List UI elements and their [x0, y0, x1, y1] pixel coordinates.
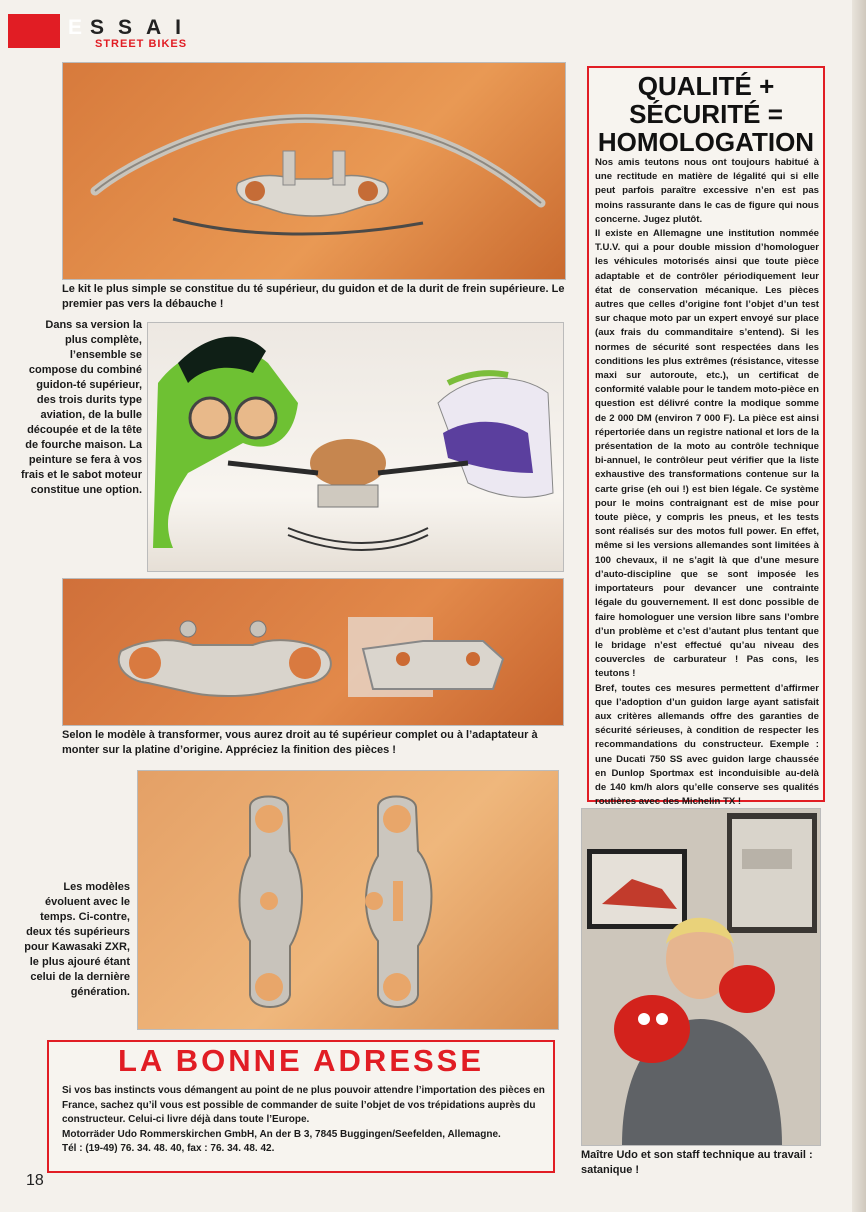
header-subtitle: STREET BIKES: [95, 38, 188, 50]
photo-handlebar-kit: [62, 62, 566, 280]
sidebar-paragraph: Il existe en Allemagne une institution nommée T.U.V. qui a pour double mission d’homologuer les véhicules motorisés ainsi que toute pièce adaptable et de contrôler périodiquement leur état de conservation mécanique. Les pièces autres que celles d’origine font l’objet d’un test sur chaque moto par un expert envoyé sur place (aux frais du commanditaire s’entend). Si les normes de sécurité sont respectées dans les conditions les plus extrêmes (résistance, vitesse maxi sur autoroute, etc.), un certificat de conformité valable pour le tandem moto-pièce en question est délivré contre la modique somme de 2 000 DM (environ 7 000 F). La pièce est ainsi répertoriée dans un registre national et lors de la présentation de la moto au contrôle technique bi-annuel, le contrôleur peut vérifier que la liste exhaustive des transformations contenue sur la carte grise (eh oui !) est bien légale. Ce système pour le moins contraignant est de mise pour toute pièce, y compris les pneus, et les tests sont réalisés sur des motos full power. En effet, même si les versions allemandes sont limitées à 100 chevaux, il ne s’agit là que d’une mesure d’auto-discipline que se sont imposée les importateurs pour devancer une contrainte légale du gouvernement. Il est donc possible de faire homologuer une version libre sans l’ombre d’un problème et c’est d’autant plus tentant que le bridage n’est effectué qu’au niveau des couvercles de carburateur ! Pas cons, les teutons !: [595, 228, 819, 680]
photo-complete-kit: [147, 322, 564, 572]
caption-models: Selon le modèle à transformer, vous aurez droit au té supérieur complet ou à l’adaptateur à monter sur la platine d’origine. Appréciez la finition des pièces !: [62, 729, 538, 756]
sidebar-title-line: QUALITÉ +: [637, 71, 775, 101]
address-line-1: Motorräder Udo Rommerskirchen GmbH, An der B 3, 7845 Buggingen/Seefelden, Allemagne.: [62, 1128, 501, 1140]
header-red-block: [8, 14, 60, 48]
sidebar-title-line: HOMOLOGATION: [597, 127, 815, 157]
address-text: [62, 1084, 548, 1157]
photo-zxr-yokes: [137, 770, 559, 1030]
page-edge: [852, 0, 866, 1212]
sidebar-text: [595, 156, 819, 809]
caption-udo: Maître Udo et son staff technique au travail : satanique !: [581, 1149, 813, 1176]
address-title: LA BONNE ADRESSE: [117, 1043, 485, 1078]
caption-evolve: Les modèles évoluent avec le temps. Ci-contre, deux tés supérieurs pour Kawasaki ZXR, le plus ajouré étant celui de la dernière génération.: [24, 881, 130, 998]
sidebar-paragraph: Bref, toutes ces mesures permettent d’affirmer que l’adoption d’un guidon large ayant satisfait aux critères allemands offre des garanties de sécurité sérieuses, à condition de respecter les recommandations du constructeur. Exemple : une Ducati 750 SS avec guidon large chaussée en Dunlop Sportmax est inconduisible au-delà de 140 km/h alors qu’elle conserve ses qualités routières avec des Michelin TX !: [595, 682, 819, 808]
address-intro: Si vos bas instincts vous démangent au point de ne plus pouvoir attendre l’importation des pièces en France, sachez qu’il vous est possible de commander de suite l’objet de vos trépidations auprès du constructeur. Celui-ci livre déjà dans toute l’Europe.: [62, 1085, 545, 1125]
address-line-2: Tél : (19-49) 76. 34. 48. 40, fax : 76. 34. 48. 42.: [62, 1143, 275, 1154]
header-title: SSAI: [90, 16, 196, 39]
sidebar-paragraph: Nos amis teutons nous ont toujours habitué à une rectitude en matière de légalité qui si elle peut parfois paraître excessive n’en est pas moins rassurante dans le cas de figure qui nous concerne. Jugez plutôt.: [595, 157, 819, 225]
page-number: 18: [26, 1172, 44, 1189]
sidebar-title: [587, 72, 825, 156]
caption-complete-version: Dans sa version la plus complète, l’ensemble se compose du combiné guidon-té supérieur, des trois durits type aviation, de la bulle découpée et de la tête de fourche maison. La peinture se fera à vos frais et le sabot moteur constitue une option.: [20, 319, 142, 496]
photo-top-yokes: [62, 578, 564, 726]
sidebar-title-line: SÉCURITÉ =: [629, 99, 783, 129]
photo-udo-staff: [581, 808, 821, 1146]
caption-kit: Le kit le plus simple se constitue du té supérieur, du guidon et de la durit de frein supérieure. Le premier pas vers la débauche !: [62, 283, 565, 310]
header-letter: E: [68, 16, 85, 39]
